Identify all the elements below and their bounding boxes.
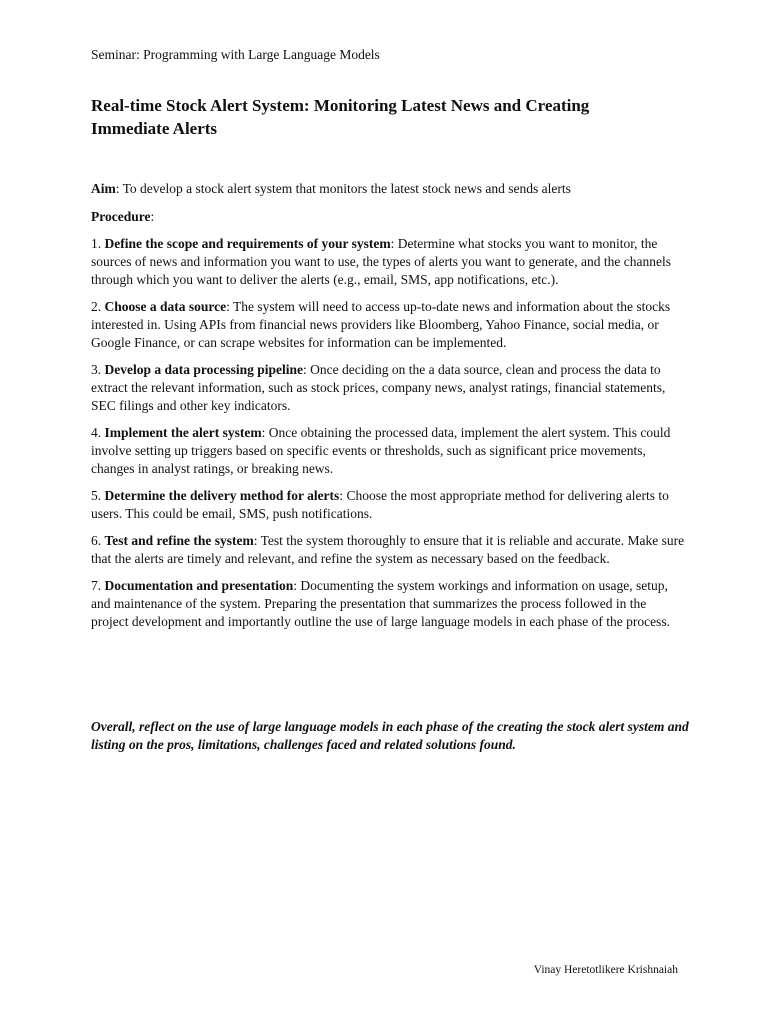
step-text: : Test the system thoroughly to ensure that it is reliable and accurate. Make sure that the alerts are timely and relevant, and refine the system as necessary based on the feedback. xyxy=(91,533,685,566)
step-text: : The system will need to access up-to-date news and information about the stocks interested in. Using APIs from financial news providers like Bloomberg, Yahoo Finance, social media, or Google Finance, or can scrape websites for information can be implemented. xyxy=(91,299,671,350)
step-heading: Determine the delivery method for alerts xyxy=(104,488,340,503)
author-footer: Vinay Heretotlikere Krishnaiah xyxy=(533,964,678,976)
procedure-step xyxy=(91,532,687,568)
document-body xyxy=(91,180,687,640)
step-number: 7. xyxy=(91,578,105,593)
procedure-step xyxy=(91,424,687,478)
step-heading: Documentation and presentation xyxy=(104,578,294,593)
aim-text: : To develop a stock alert system that monitors the latest stock news and sends alerts xyxy=(115,181,571,196)
title-line-2: Immediate Alerts xyxy=(91,119,218,138)
procedure-step xyxy=(91,577,687,631)
step-text: : Documenting the system workings and information on usage, setup, and maintenance of the system. Preparing the presentation that summarizes the process followed in the project development and importantly outline the use of large language models in each phase of the process. xyxy=(91,578,670,629)
procedure-step xyxy=(91,235,687,289)
step-text: : Choose the most appropriate method for delivering alerts to users. This could be email, SMS, push notifications. xyxy=(91,488,669,521)
procedure-step xyxy=(91,487,687,523)
step-heading: Choose a data source xyxy=(104,299,227,314)
step-text: : Once obtaining the processed data, implement the alert system. This could involve setting up triggers based on specific events or thresholds, such as significant price movements, changes in analyst ratings, or breaking news. xyxy=(91,425,671,476)
title-line-1: Real-time Stock Alert System: Monitoring Latest News and Creating xyxy=(91,96,590,115)
reflection-paragraph: Overall, reflect on the use of large language models in each phase of the creating the stock alert system and listing on the pros, limitations, challenges faced and related solutions found. xyxy=(91,719,689,752)
step-text: : Once deciding on the a data source, clean and process the data to extract the relevant information, such as stock prices, company news, analyst ratings, financial statements, SEC filings and other key indicators. xyxy=(91,362,666,413)
step-heading: Develop a data processing pipeline xyxy=(104,362,304,377)
step-number: 6. xyxy=(91,533,105,548)
step-number: 4. xyxy=(91,425,105,440)
step-heading: Test and refine the system xyxy=(104,533,254,548)
procedure-label: Procedure xyxy=(91,209,151,224)
step-heading: Define the scope and requirements of your system xyxy=(104,236,391,251)
step-number: 5. xyxy=(91,488,105,503)
procedure-step xyxy=(91,361,687,415)
course-header: Seminar: Programming with Large Language Models xyxy=(91,47,380,62)
step-number: 3. xyxy=(91,362,105,377)
step-number: 2. xyxy=(91,299,105,314)
document-title xyxy=(91,94,691,140)
step-number: 1. xyxy=(91,236,105,251)
aim-label: Aim xyxy=(91,181,116,196)
step-text: : Determine what stocks you want to monitor, the sources of news and information you want to use, the types of alerts you want to generate, and the channels through which you want to deliver the alerts (e.g., email, SMS, app notifications, etc.). xyxy=(91,236,671,287)
aim-paragraph xyxy=(91,180,687,198)
procedure-heading: Procedure: xyxy=(91,209,155,224)
procedure-step xyxy=(91,298,687,352)
step-heading: Implement the alert system xyxy=(104,425,262,440)
